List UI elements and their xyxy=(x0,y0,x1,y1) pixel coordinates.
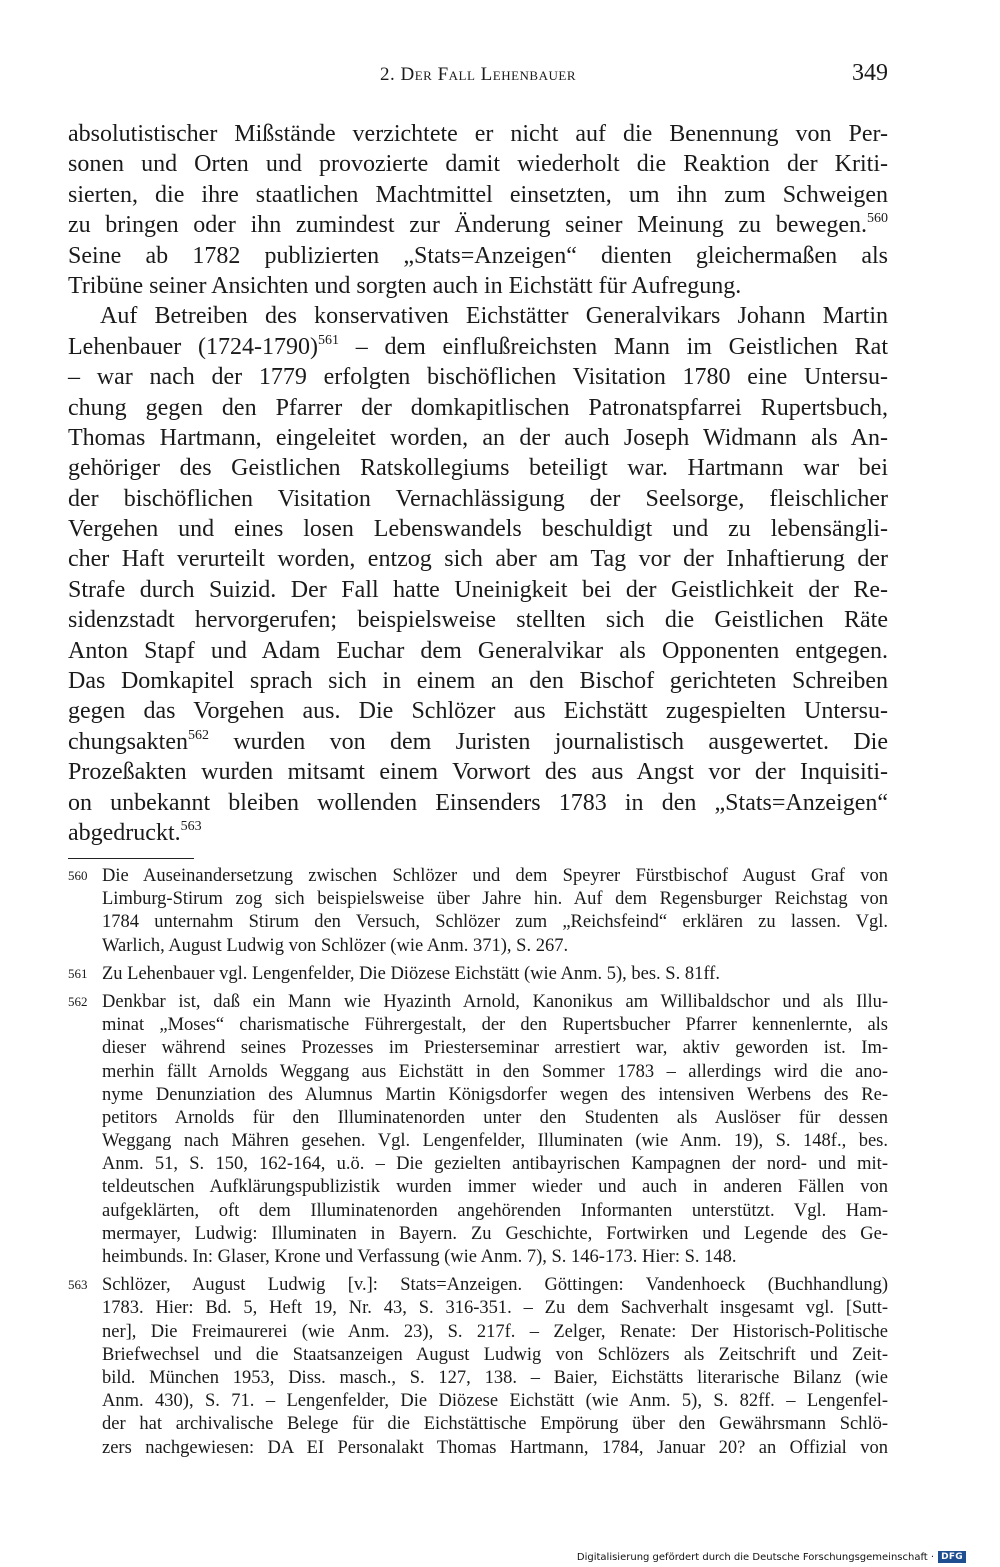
text-line: Das Domkapitel sprach sich in einem an den Bischof gerichteten Schreiben xyxy=(68,668,888,695)
text-line: Seine ab 1782 publizierten „Stats=Anzeigen“ dienten gleichermaßen als xyxy=(68,242,888,269)
footnote-ref-563[interactable]: 563 xyxy=(180,818,202,834)
footnote-line: Denkbar ist, daß ein Mann wie Hyazinth Arnold, Kanonikus am Willibaldschor und als Illu- xyxy=(102,991,888,1012)
text-segment: chungsakten xyxy=(68,728,188,755)
footnote-line: Briefwechsel und die Staatsanzeigen August Ludwig von Schlözers als Zeitschrift und Zeit- xyxy=(102,1344,888,1365)
text-line xyxy=(68,332,888,362)
footnotes xyxy=(68,865,888,1465)
text-line: der bischöflichen Visitation Vernachlässigung der Seelsorge, fleischlicher xyxy=(68,485,888,512)
text-line: Thomas Hartmann, eingeleitet worden, an der auch Joseph Widmann als An- xyxy=(68,424,888,451)
book-page xyxy=(68,0,888,1567)
footnote-line: Die Auseinandersetzung zwischen Schlözer und dem Speyrer Fürstbischof August Graf von xyxy=(102,866,888,886)
text-line: Tribüne seiner Ansichten und sorgten auch in Eichstätt für Aufregung. xyxy=(68,272,742,299)
text-line: cher Haft verurteilt worden, entzog sich aber am Tag vor der Inhaftierung der xyxy=(68,546,888,573)
text-line: sonen und Orten und provozierte damit wiederholt die Reaktion der Kriti- xyxy=(68,151,888,178)
footnote-number: 560 xyxy=(68,868,88,883)
footnote-560 xyxy=(68,865,888,958)
text-line: Prozeßakten wurden mitsamt einem Vorwort des aus Angst vor der Inquisiti- xyxy=(68,759,888,786)
footnote-number: 562 xyxy=(68,993,88,1009)
footnote-line: bild. München 1953, Diss. masch., S. 127, 138. – Baier, Eichstätts literarische Bilanz (wie xyxy=(102,1367,888,1388)
text-line: sidenzstadt hervorgerufen; beispielsweise stellten sich die Geistlichen Räte xyxy=(68,607,888,634)
footnote-line: teldeutschen Aufklärungspublizistik wurden immer wieder und auch in anderen Fällen von xyxy=(102,1177,888,1198)
footnote-line: nyme Denunziation des Alumnus Martin Königsdorfer wegen des intensiven Werbens des Re- xyxy=(102,1084,888,1105)
paragraph-1 xyxy=(68,119,888,301)
footnote-line: Warlich, August Ludwig von Schlözer (wie Anm. 371), S. 267. xyxy=(102,935,569,956)
text-line: on unbekannt bleiben wollenden Einsenders 1783 in den „Stats=Anzeigen“ xyxy=(68,789,888,816)
footnote-line: Anm. 51, S. 150, 162-164, u.ö. – Die gezielten antibayrischen Kampagnen der nord- und mit- xyxy=(102,1154,888,1175)
footnote-ref-560[interactable]: 560 xyxy=(867,211,888,227)
footnote-line: minat „Moses“ charismatische Führergestalt, der den Rupertsbucher Pfarrer kennenlernte, als xyxy=(102,1015,888,1036)
footnote-line: merhin fällt Arnolds Weggang aus Eichstätt in den Sommer 1783 – allerdings wird die ano- xyxy=(102,1061,888,1082)
footnote-divider xyxy=(68,858,194,859)
running-head xyxy=(68,60,888,94)
text-line xyxy=(68,727,888,757)
footnote-line: heimbunds. In: Glaser, Krone und Verfassung (wie Anm. 7), S. 146-173. Hier: S. 148. xyxy=(102,1247,737,1267)
text-line: sierten, die ihre staatlichen Machtmittel einsetzten, um ihn zum Schweigen xyxy=(68,181,888,208)
credit-text: Digitalisierung gefördert durch die Deutsche Forschungsgemeinschaft · xyxy=(576,1551,935,1563)
footnote-line: 1783. Hier: Bd. 5, Heft 19, Nr. 43, S. 316-351. – Zu dem Sachverhalt insgesamt vgl. [Sutt- xyxy=(102,1298,888,1319)
footnote-line: petitors Arnolds für den Illuminatenorden unter den Studenten als Auslöser für dessen xyxy=(102,1107,888,1128)
page-number: 349 xyxy=(852,60,888,86)
text-line: Strafe durch Suizid. Der Fall hatte Uneinigkeit bei der Geistlichkeit der Re- xyxy=(68,576,888,603)
text-segment: Lehenbauer (1724-1790) xyxy=(68,333,318,360)
footnote-line: 1784 unternahm Stirum den Versuch, Schlözer zum „Reichsfeind“ erklären zu lassen. Vgl. xyxy=(102,912,888,933)
text-line xyxy=(68,210,888,240)
footnote-561 xyxy=(68,963,888,986)
text-line: Vergehen und eines losen Lebenswandels beschuldigt und zu lebensängli- xyxy=(68,516,888,543)
text-line: absolutistischer Mißstände verzichtete er nicht auf die Benennung von Per- xyxy=(68,121,888,147)
text-segment: – dem einflußreichsten Mann im Geistlichen Rat xyxy=(338,333,888,360)
digitization-credit xyxy=(577,1551,966,1563)
running-title: 2. Der Fall Lehenbauer xyxy=(380,64,576,85)
footnote-line: Weggang nach Mähren gesehen. Vgl. Lengenfelder, Illuminaten (wie Anm. 19), S. 148f., bes. xyxy=(102,1131,888,1152)
text-line: chung gegen den Pfarrer der domkapitlischen Patronatspfarrei Rupertsbuch, xyxy=(68,394,888,421)
text-line: gehöriger des Geistlichen Ratskollegiums beteiligt war. Hartmann war bei xyxy=(68,455,888,482)
footnote-line: Zu Lehenbauer vgl. Lengenfelder, Die Diözese Eichstätt (wie Anm. 5), bes. S. 81ff. xyxy=(102,963,720,984)
footnote-line: ner], Die Freimaurerei (wie Anm. 23), S. 217f. – Zelger, Renate: Der Historisch-Politische xyxy=(102,1321,888,1342)
footnote-line: mermayer, Ludwig: Illuminaten in Bayern. Zu Geschichte, Fortwirken und Legende des Ge- xyxy=(102,1223,888,1244)
text-line: Anton Stapf und Adam Euchar dem Generalvikar als Opponenten entgegen. xyxy=(68,637,888,664)
footnote-line: aufgeklärten, oft dem Illuminatenorden angehörenden Informanten unterstützt. Vgl. Ham- xyxy=(102,1200,888,1221)
footnote-ref-562[interactable]: 562 xyxy=(187,727,209,743)
footnote-number: 561 xyxy=(68,965,88,981)
dfg-logo: DFG xyxy=(938,1551,966,1563)
footnote-line: dieser während seines Prozesses im Priesterseminar arrestiert war, aktiv geworden ist. Im- xyxy=(102,1038,888,1059)
text-line: – war nach der 1779 erfolgten bischöflichen Visitation 1780 eine Untersu- xyxy=(68,364,888,391)
text-segment: wurden von dem Juristen journalistisch ausgewertet. Die xyxy=(208,728,888,755)
body-text xyxy=(68,119,888,848)
footnote-line: Anm. 430), S. 71. – Lengenfelder, Die Diözese Eichstätt (wie Anm. 5), S. 82ff. – Lengenfel- xyxy=(102,1391,888,1412)
paragraph-2 xyxy=(68,301,888,848)
text-line xyxy=(68,818,888,848)
text-line: gegen das Vorgehen aus. Die Schlözer aus Eichstätt zugespielten Untersu- xyxy=(68,698,888,725)
footnote-562 xyxy=(68,991,888,1269)
text-line: Auf Betreiben des konservativen Eichstätter Generalvikars Johann Martin xyxy=(100,303,888,330)
footnote-line: der hat archivalische Belege für die Eichstättische Empörung über den Gewährsmann Schlö- xyxy=(102,1414,888,1435)
footnote-line: Schlözer, August Ludwig [v.]: Stats=Anzeigen. Göttingen: Vandenhoeck (Buchhandlung) xyxy=(102,1275,888,1296)
footnote-line: zers nachgewiesen: DA EI Personalakt Thomas Hartmann, 1784, Januar 20? an Offizial von xyxy=(102,1437,888,1458)
footnote-line: Limburg-Stirum zog sich beispielsweise über Jahre hin. Auf dem Regensburger Reichstag von xyxy=(102,889,888,910)
text-segment: zu bringen oder ihn zumindest zur Änderung seiner Meinung zu bewegen. xyxy=(68,212,867,239)
footnote-number: 563 xyxy=(68,1277,88,1293)
footnote-ref-561[interactable]: 561 xyxy=(317,332,339,348)
footnote-563 xyxy=(68,1274,888,1460)
text-segment: abgedruckt. xyxy=(68,819,181,846)
